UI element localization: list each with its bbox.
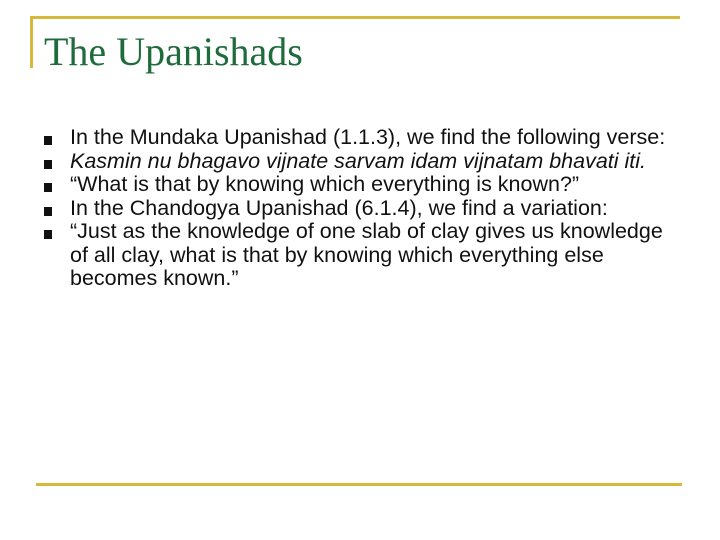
slide-title: The Upanishads	[44, 29, 303, 74]
bullet-item-1	[40, 126, 680, 150]
bullet-text: In the Chandogya Upanishad (6.1.4), we find a variation:	[70, 195, 608, 220]
bullet-text-sanskrit: Kasmin nu bhagavo vijnate sarvam idam vijnatam bhavati iti.	[70, 148, 647, 173]
square-bullet-icon	[44, 136, 52, 145]
bullet-text: In the Mundaka Upanishad (1.1.3), we find the following verse:	[70, 125, 666, 149]
square-bullet-icon	[44, 230, 52, 239]
bullet-item-5	[40, 220, 680, 291]
bullet-item-4	[40, 197, 680, 221]
bullet-text: “What is that by knowing which everything is known?”	[70, 172, 580, 196]
bottom-divider	[36, 483, 682, 486]
bullet-item-3	[40, 173, 680, 197]
bullet-item-2	[40, 150, 680, 174]
title-frame-top-rule	[30, 16, 680, 19]
title-frame-left-rule	[30, 16, 33, 68]
bullet-text: “Just as the knowledge of one slab of clay gives us knowledge of all clay, what is that by knowing which everything else becomes known.”	[70, 219, 663, 290]
square-bullet-icon	[44, 160, 52, 169]
square-bullet-icon	[44, 183, 52, 192]
square-bullet-icon	[44, 207, 52, 216]
bullet-list	[40, 126, 680, 291]
